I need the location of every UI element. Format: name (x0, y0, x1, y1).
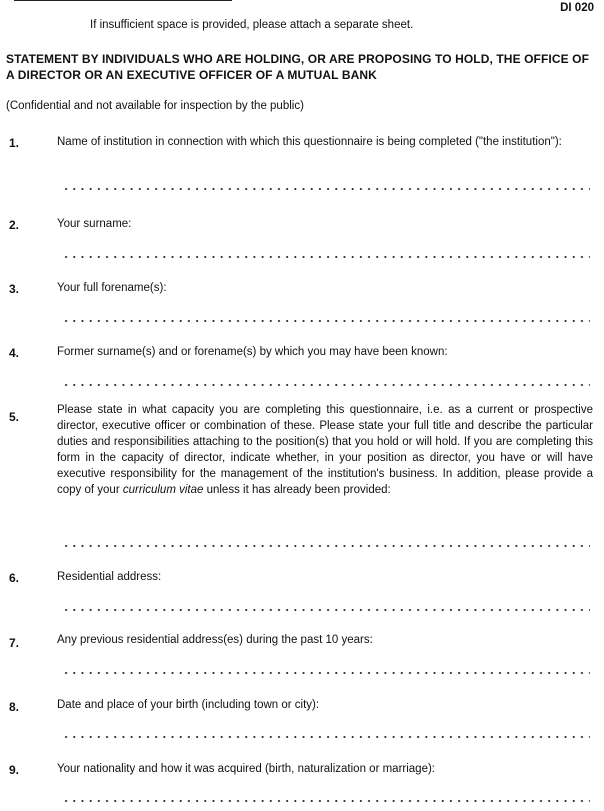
question-number: 2. (9, 218, 20, 232)
instruction-text: If insufficient space is provided, please attach a separate sheet. (90, 19, 414, 31)
question-number: 6. (9, 571, 20, 585)
curriculum-vitae-text: curriculum vitae (122, 483, 204, 496)
question-text: Any previous residential address(es) during the past 10 years: (57, 634, 373, 646)
question-5-text-end: unless it has already been provided: (203, 483, 391, 496)
question-number: 5. (9, 410, 20, 424)
question-text: Residential address: (57, 571, 162, 583)
form-code: DI 020 (560, 2, 594, 14)
question-text: Your nationality and how it was acquired (birth, naturalization or marriage): (57, 763, 435, 775)
answer-field-2[interactable] (62, 256, 590, 258)
confidential-note: (Confidential and not available for inspection by the public) (6, 100, 304, 112)
answer-field-9[interactable] (62, 800, 590, 802)
answer-field-6[interactable] (62, 609, 590, 611)
question-5-text: Please state in what capacity you are completing this questionnaire, i.e. as a current or prospective director, executive officer or combination of these. Please state your full title and describe the particular duties and responsibilities attaching to the position(s) that you hold or will hold. If you are completing this form in the capacity of director, indicate whether, in your position as director, you have or will have executive responsibility for the management of the institution's business. In addition, please provide a copy of your (57, 404, 593, 496)
question-text: Your full forename(s): (57, 282, 167, 294)
top-rule (14, 0, 232, 1)
question-text (57, 403, 593, 498)
question-number: 7. (9, 636, 20, 650)
answer-field-5[interactable] (62, 545, 590, 547)
answer-field-8[interactable] (62, 736, 590, 738)
answer-field-3[interactable] (62, 320, 590, 322)
question-number: 8. (9, 700, 20, 714)
question-text: Name of institution in connection with which this questionnaire is being completed ("the institution"): (57, 136, 562, 148)
question-text: Date and place of your birth (including town or city): (57, 699, 320, 711)
answer-field-1[interactable] (62, 188, 590, 190)
question-text: Your surname: (57, 218, 132, 230)
question-text: Former surname(s) and or forename(s) by which you may have been known: (57, 346, 448, 358)
question-number: 9. (9, 763, 20, 777)
form-title: STATEMENT BY INDIVIDUALS WHO ARE HOLDING, OR ARE PROPOSING TO HOLD, THE OFFICE OF A DIRECTOR OR AN EXECUTIVE OFFICER OF A MUTUAL BANK (6, 52, 590, 82)
question-number: 4. (9, 346, 20, 360)
answer-field-7[interactable] (62, 672, 590, 674)
question-number: 3. (9, 282, 20, 296)
answer-field-4[interactable] (62, 384, 590, 386)
question-number: 1. (9, 136, 20, 150)
